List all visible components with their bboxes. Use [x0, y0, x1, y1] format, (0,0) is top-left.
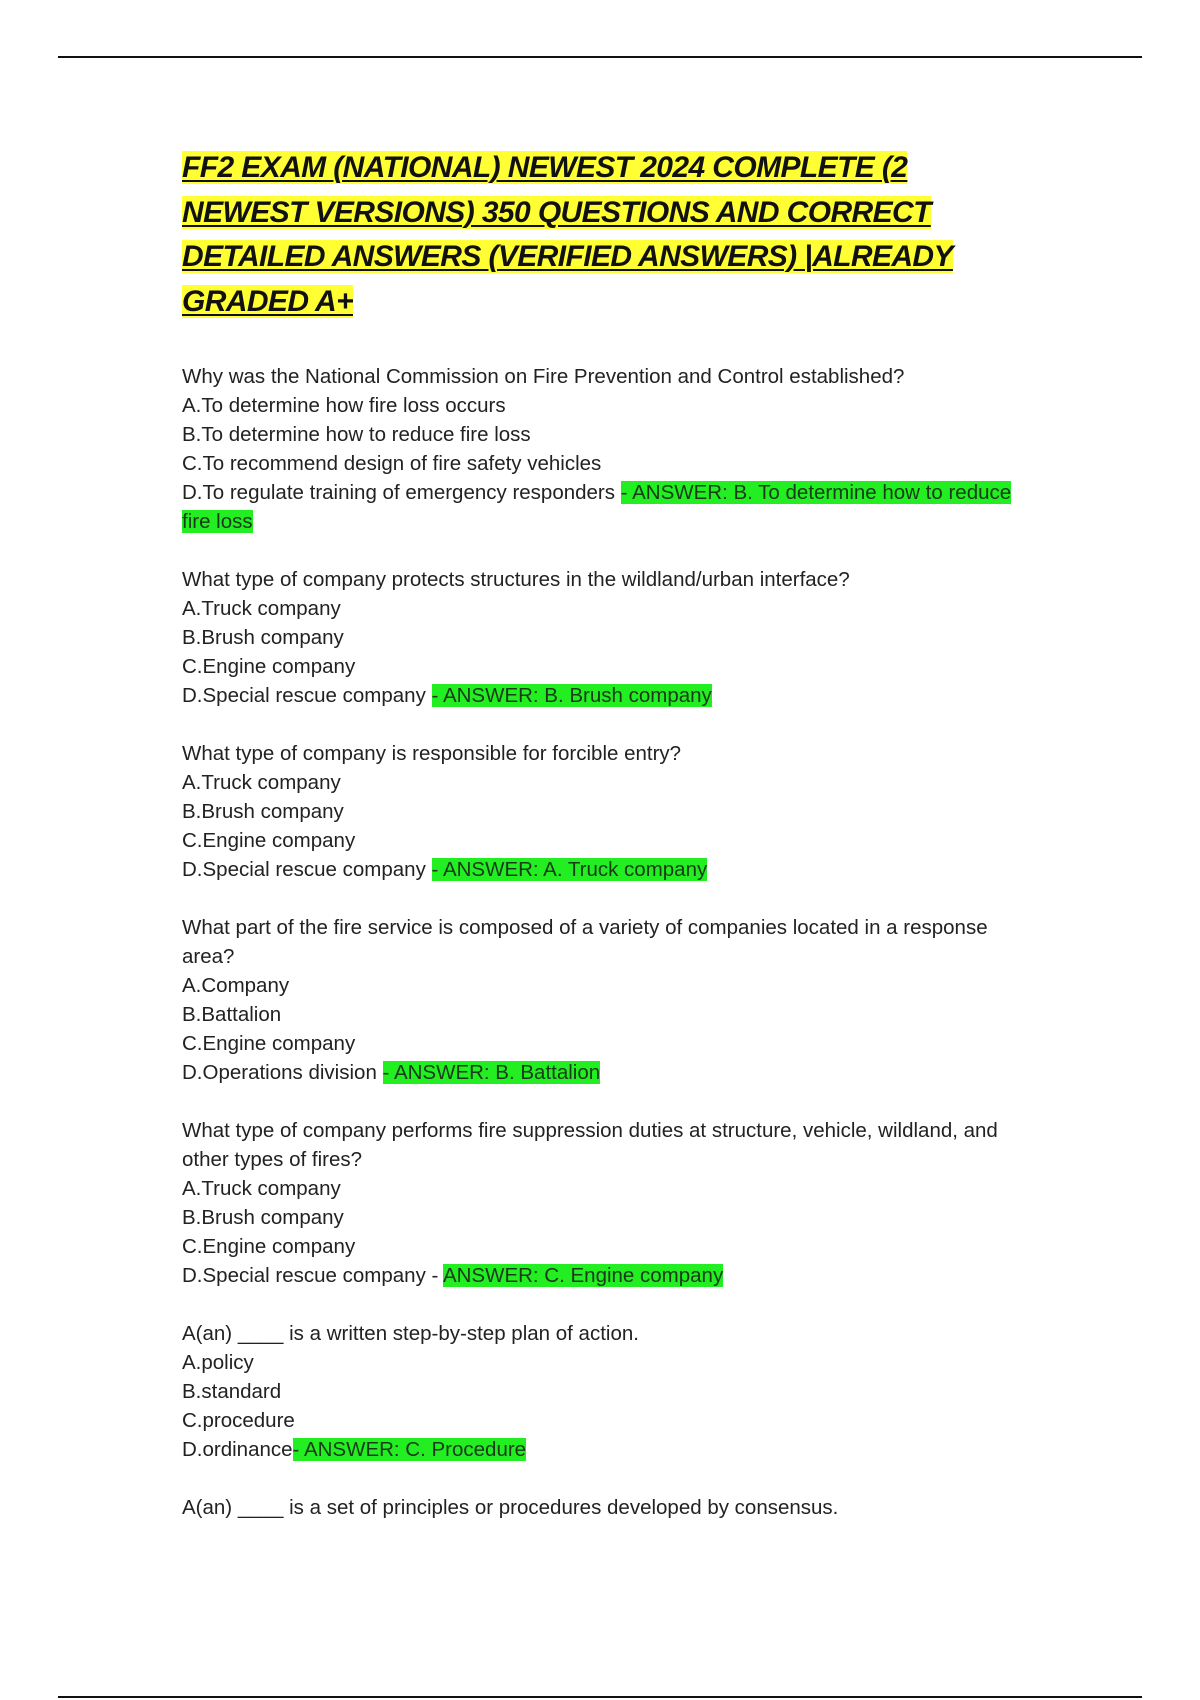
question-text: What type of company performs fire suppression duties at structure, vehicle, wildland, and other types of fires?	[182, 1119, 998, 1171]
option-d: D.Operations division	[182, 1061, 383, 1084]
option-d-line	[182, 478, 1022, 536]
header-rule	[58, 56, 1142, 58]
option-d: D.Special rescue company	[182, 684, 432, 707]
option-d: D.ordinance	[182, 1438, 293, 1461]
option-a: A.To determine how fire loss occurs	[182, 394, 506, 417]
option-b: B.Brush company	[182, 800, 344, 823]
question-text: What type of company is responsible for forcible entry?	[182, 742, 682, 765]
question-text: What type of company protects structures in the wildland/urban interface?	[182, 568, 850, 591]
option-a: A.Truck company	[182, 1177, 341, 1200]
document-title	[182, 146, 1022, 324]
question-text: A(an) ____ is a set of principles or procedures developed by consensus.	[182, 1496, 839, 1519]
question-block-7	[182, 1493, 1022, 1522]
option-c: C.Engine company	[182, 655, 356, 678]
question-block-3	[182, 739, 1022, 884]
option-d-line	[182, 681, 1022, 710]
footer-rule	[58, 1696, 1142, 1698]
option-c: C.Engine company	[182, 1032, 356, 1055]
option-d: D.Special rescue company -	[182, 1264, 443, 1287]
question-block-6	[182, 1319, 1022, 1464]
answer-highlight: - ANSWER: B. Brush company	[431, 684, 712, 707]
option-b: B.Brush company	[182, 1206, 344, 1229]
option-b: B.Battalion	[182, 1003, 282, 1026]
question-block-1	[182, 362, 1022, 536]
question-text: What part of the fire service is composed of a variety of companies located in a response area?	[182, 916, 988, 968]
question-text: A(an) ____ is a written step-by-step plan of action.	[182, 1322, 639, 1345]
option-d: D.Special rescue company	[182, 858, 432, 881]
answer-highlight: - ANSWER: C. Procedure	[292, 1438, 527, 1461]
answer-highlight: - ANSWER: B. Battalion	[382, 1061, 601, 1084]
question-text: Why was the National Commission on Fire Prevention and Control established?	[182, 365, 905, 388]
option-c: C.Engine company	[182, 1235, 356, 1258]
option-d-line	[182, 1435, 1022, 1464]
option-a: A.policy	[182, 1351, 254, 1374]
option-d-line	[182, 1058, 1022, 1087]
option-b: B.Brush company	[182, 626, 344, 649]
option-a: A.Truck company	[182, 597, 341, 620]
option-d-line	[182, 855, 1022, 884]
question-block-2	[182, 565, 1022, 710]
answer-highlight: ANSWER: C. Engine company	[442, 1264, 724, 1287]
option-b: B.To determine how to reduce fire loss	[182, 423, 531, 446]
option-b: B.standard	[182, 1380, 282, 1403]
answer-highlight: - ANSWER: B. To determine how to reduce fire loss	[182, 481, 1012, 533]
option-a: A.Company	[182, 974, 290, 997]
document-body	[182, 146, 1022, 1551]
option-c: C.procedure	[182, 1409, 295, 1432]
option-c: C.Engine company	[182, 829, 356, 852]
option-a: A.Truck company	[182, 771, 341, 794]
answer-highlight: - ANSWER: A. Truck company	[431, 858, 708, 881]
option-d: D.To regulate training of emergency responders	[182, 481, 621, 504]
document-title-text: FF2 EXAM (NATIONAL) NEWEST 2024 COMPLETE (2 NEWEST VERSIONS) 350 QUESTIONS AND CORRECT DETAILED ANSWERS (VERIFIED ANSWERS) |ALREADY GRADED A+	[182, 151, 953, 318]
option-d-line	[182, 1261, 1022, 1290]
option-c: C.To recommend design of fire safety vehicles	[182, 452, 602, 475]
question-block-5	[182, 1116, 1022, 1290]
question-block-4	[182, 913, 1022, 1087]
